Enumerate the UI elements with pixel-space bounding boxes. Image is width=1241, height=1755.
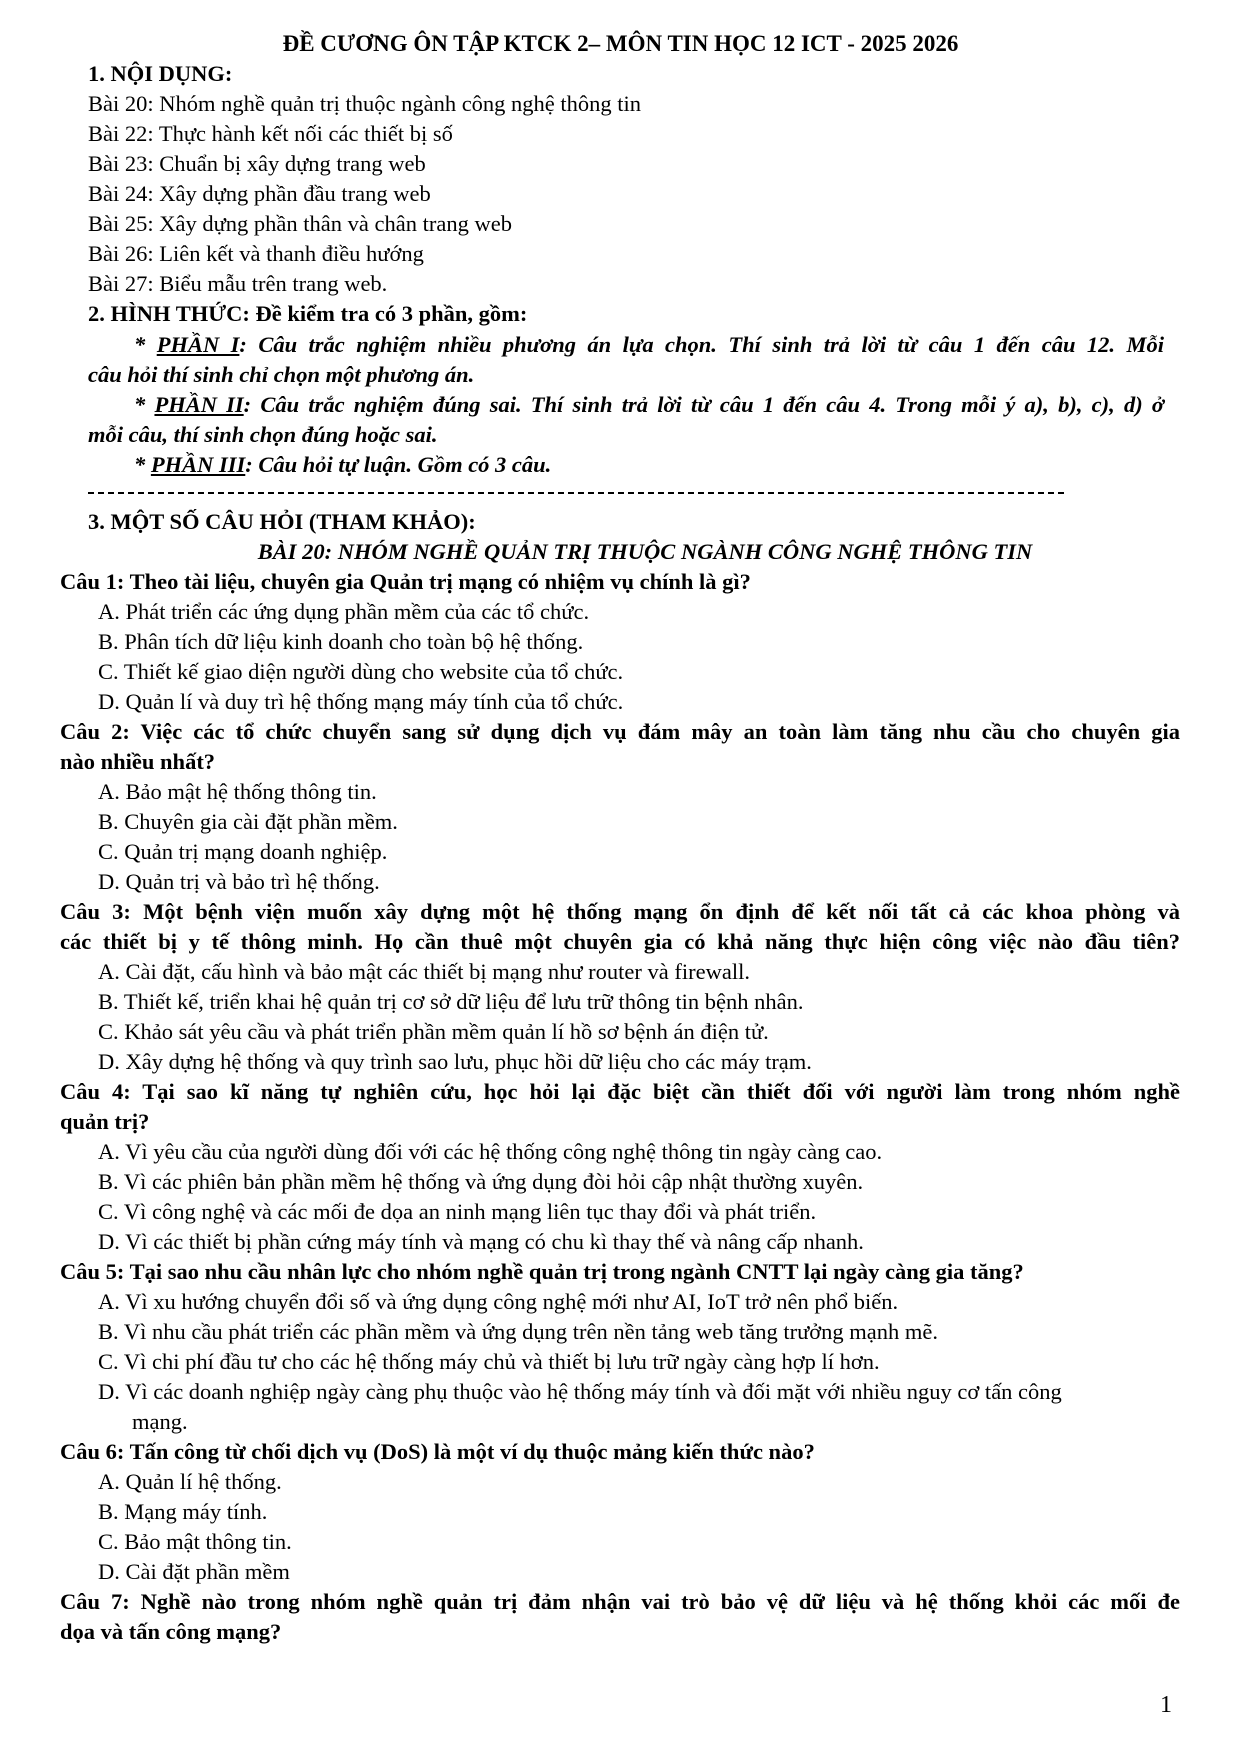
- section-3-heading: 3. MỘT SỐ CÂU HỎI (THAM KHẢO):: [88, 509, 476, 534]
- answer-option: D. Vì các doanh nghiệp ngày càng phụ thuộc vào hệ thống máy tính và đối mặt với nhiều nguy cơ tấn công: [98, 1379, 1062, 1404]
- section-2-heading: 2. HÌNH THỨC: Đề kiểm tra có 3 phần, gồm:: [88, 301, 528, 326]
- part-3-label: PHẦN III: [150, 452, 246, 477]
- question-7-cont: dọa và tấn công mạng?: [60, 1619, 282, 1644]
- question-2: Câu 2: Việc các tổ chức chuyển sang sử dụng dịch vụ đám mây an toàn làm tăng nhu cầu cho chuyên gia: [60, 719, 1180, 744]
- answer-option: A. Bảo mật hệ thống thông tin.: [98, 779, 377, 804]
- section-1-heading: 1. NỘI DỤNG:: [88, 61, 233, 86]
- answer-option: A. Vì yêu cầu của người dùng đối với các hệ thống công nghệ thông tin ngày càng cao.: [98, 1139, 883, 1164]
- answer-option: A. Cài đặt, cấu hình và bảo mật các thiết bị mạng như router và firewall.: [98, 959, 750, 984]
- answer-option: A. Phát triển các ứng dụng phần mềm của các tổ chức.: [98, 599, 590, 624]
- question-6: Câu 6: Tấn công từ chối dịch vụ (DoS) là một ví dụ thuộc mảng kiến thức nào?: [60, 1439, 815, 1464]
- lesson-item: Bài 26: Liên kết và thanh điều hướng: [88, 241, 424, 266]
- answer-option: B. Phân tích dữ liệu kinh doanh cho toàn bộ hệ thống.: [98, 629, 584, 654]
- lesson-item: Bài 22: Thực hành kết nối các thiết bị số: [88, 121, 453, 146]
- answer-option: B. Vì các phiên bản phần mềm hệ thống và ứng dụng đòi hỏi cập nhật thường xuyên.: [98, 1169, 864, 1194]
- answer-option: D. Quản trị và bảo trì hệ thống.: [98, 869, 380, 894]
- answer-option: D. Vì các thiết bị phần cứng máy tính và mạng có chu kì thay thế và nâng cấp nhanh.: [98, 1229, 864, 1254]
- lesson-item: Bài 25: Xây dựng phần thân và chân trang web: [88, 211, 512, 236]
- answer-option: C. Vì công nghệ và các mối đe dọa an ninh mạng liên tục thay đổi và phát triển.: [98, 1199, 817, 1224]
- answer-option: A. Quản lí hệ thống.: [98, 1469, 282, 1494]
- answer-option: D. Xây dựng hệ thống và quy trình sao lưu, phục hồi dữ liệu cho các máy trạm.: [98, 1049, 812, 1074]
- answer-option: C. Quản trị mạng doanh nghiệp.: [98, 839, 388, 864]
- question-1: Câu 1: Theo tài liệu, chuyên gia Quản trị mạng có nhiệm vụ chính là gì?: [60, 569, 751, 594]
- question-3: Câu 3: Một bệnh viện muốn xây dựng một hệ thống mạng ổn định để kết nối tất cả các khoa phòng và: [60, 899, 1180, 924]
- answer-option: D. Quản lí và duy trì hệ thống mạng máy tính của tổ chức.: [98, 689, 624, 714]
- question-4-cont: quản trị?: [60, 1109, 150, 1134]
- answer-option: B. Vì nhu cầu phát triển các phần mềm và ứng dụng trên nền tảng web tăng trưởng mạnh mẽ.: [98, 1319, 939, 1344]
- answer-option-cont: mạng.: [132, 1409, 188, 1434]
- part-1-line-2: câu hỏi thí sinh chỉ chọn một phương án.: [88, 362, 475, 387]
- page-number: 1: [1160, 1692, 1172, 1718]
- answer-option: C. Vì chi phí đầu tư cho các hệ thống máy chủ và thiết bị lưu trữ ngày càng hợp lí hơn.: [98, 1349, 880, 1374]
- question-5: Câu 5: Tại sao nhu cầu nhân lực cho nhóm nghề quản trị trong ngành CNTT lại ngày càng gia tăng?: [60, 1259, 1024, 1284]
- part-1-line-1: * PHẦN I: Câu trắc nghiệm nhiều phương án lựa chọn. Thí sinh trả lời từ câu 1 đến câu 12. Mỗi: [134, 332, 1165, 357]
- lesson-20-title: BÀI 20: NHÓM NGHỀ QUẢN TRỊ THUỘC NGÀNH CÔNG NGHỆ THÔNG TIN: [257, 539, 1033, 564]
- answer-option: C. Khảo sát yêu cầu và phát triển phần mềm quản lí hồ sơ bệnh án điện tử.: [98, 1019, 769, 1044]
- answer-option: C. Bảo mật thông tin.: [98, 1529, 292, 1554]
- part-2-line-2: mỗi câu, thí sinh chọn đúng hoặc sai.: [88, 422, 438, 447]
- part-2-line-1: * PHẦN II: Câu trắc nghiệm đúng sai. Thí sinh trả lời từ câu 1 đến câu 4. Trong mỗi ý a), b), c), d) ở: [134, 392, 1164, 417]
- part-3-line-1: * PHẦN III: Câu hỏi tự luận. Gồm có 3 câu.: [134, 452, 552, 477]
- answer-option: B. Chuyên gia cài đặt phần mềm.: [98, 809, 398, 834]
- document-title: ĐỀ CƯƠNG ÔN TẬP KTCK 2– MÔN TIN HỌC 12 ICT - 2025 2026: [282, 31, 959, 56]
- question-2-cont: nào nhiều nhất?: [60, 749, 216, 774]
- question-7: Câu 7: Nghề nào trong nhóm nghề quản trị đảm nhận vai trò bảo vệ dữ liệu và hệ thống khỏi các mối đe: [60, 1589, 1180, 1614]
- part-1-label: PHẦN I: [156, 332, 240, 357]
- lesson-item: Bài 27: Biểu mẫu trên trang web.: [88, 271, 388, 296]
- answer-option: B. Mạng máy tính.: [98, 1499, 268, 1524]
- lesson-item: Bài 23: Chuẩn bị xây dựng trang web: [88, 151, 426, 176]
- lesson-item: Bài 20: Nhóm nghề quản trị thuộc ngành công nghệ thông tin: [88, 91, 642, 116]
- answer-option: C. Thiết kế giao diện người dùng cho website của tổ chức.: [98, 659, 624, 684]
- dashed-separator: [88, 478, 1064, 494]
- part-2-label: PHẦN II: [154, 392, 244, 417]
- answer-option: D. Cài đặt phần mềm: [98, 1559, 290, 1584]
- question-3-cont: các thiết bị y tế thông minh. Họ cần thuê một chuyên gia có khả năng thực hiện công việc nào đầu tiên?: [60, 929, 1180, 954]
- lesson-item: Bài 24: Xây dựng phần đầu trang web: [88, 181, 431, 206]
- answer-option: A. Vì xu hướng chuyển đổi số và ứng dụng công nghệ mới như AI, IoT trở nên phổ biến.: [98, 1289, 899, 1314]
- question-4: Câu 4: Tại sao kĩ năng tự nghiên cứu, học hỏi lại đặc biệt cần thiết đối với người làm trong nhóm nghề: [60, 1079, 1180, 1104]
- answer-option: B. Thiết kế, triển khai hệ quản trị cơ sở dữ liệu để lưu trữ thông tin bệnh nhân.: [98, 989, 804, 1014]
